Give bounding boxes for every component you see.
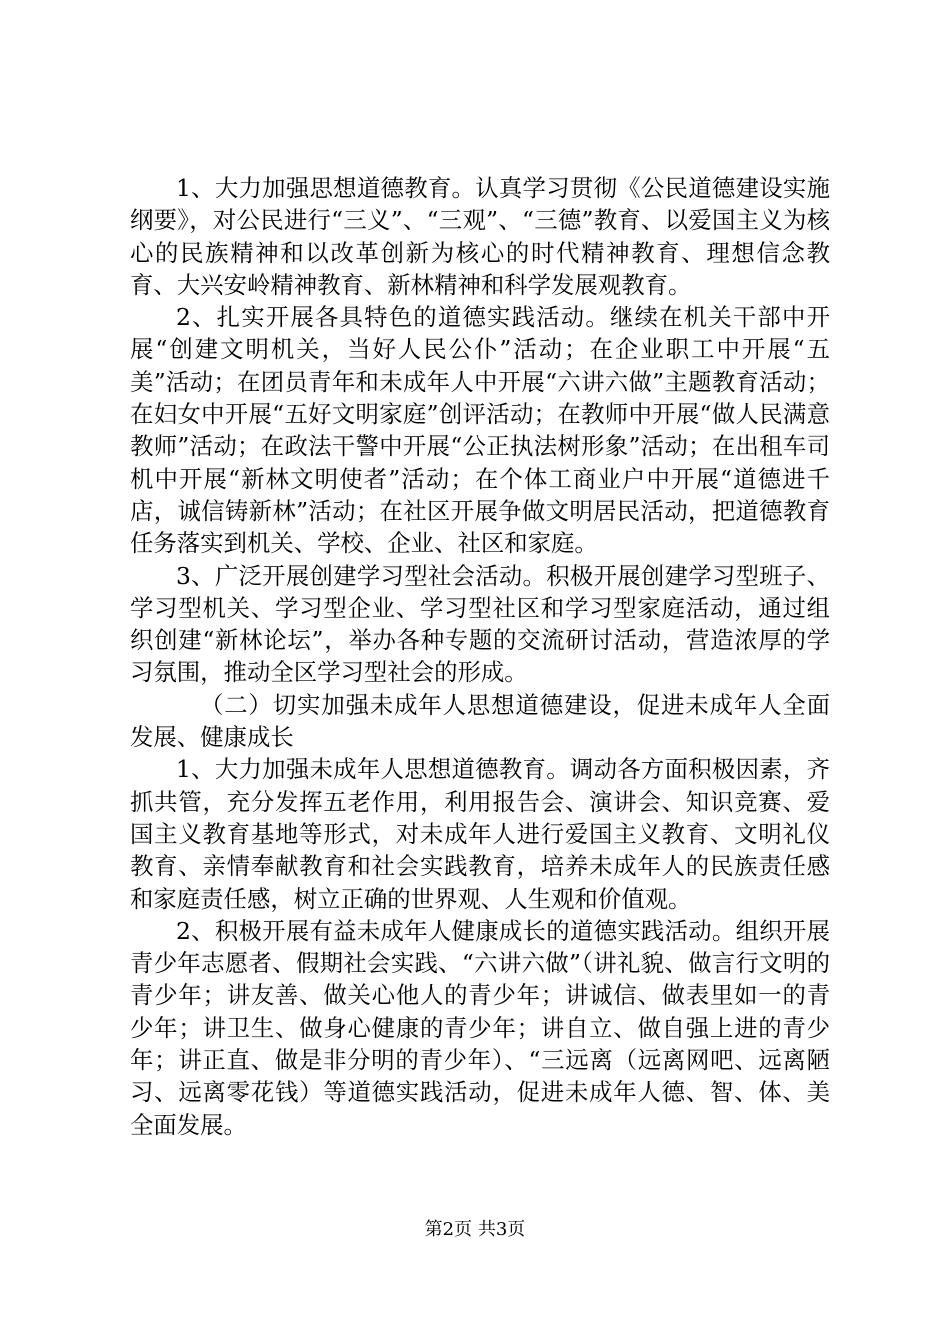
page-number-footer: 第2页 共3页: [424, 1219, 526, 1240]
paragraph-minors-practice: 2、积极开展有益未成年人健康成长的道德实践活动。组织开展青少年志愿者、假期社会实践、“六讲六做”（讲礼貌、做言行文明的青少年；讲友善、做关心他人的青少年；讲诚信、做表里如一的青少年；讲卫生、做身心健康的青少年；讲自立、做自强上进的青少年；讲正直、做是非分明的青少年）、“三远离（远离网吧、远离陋习、远离零花钱）等道德实践活动，促进未成年人德、智、体、美全面发展。: [130, 916, 830, 1139]
section-heading-minors: （二）切实加强未成年人思想道德建设，促进未成年人全面发展、健康成长: [130, 690, 830, 752]
paragraph-learning-society: 3、广泛开展创建学习型社会活动。积极开展创建学习型班子、学习型机关、学习型企业、学习型社区和学习型家庭活动，通过组织创建“新林论坛”，举办各种专题的交流研讨活动，营造浓厚的学习氛围，推动全区学习型社会的形成。: [130, 561, 830, 687]
paragraph-ideological-education: 1、大力加强思想道德教育。认真学习贯彻《公民道德建设实施纲要》，对公民进行“三义”、“三观”、“三德”教育、以爱国主义为核心的民族精神和以改革创新为核心的时代精神教育、理想信念教育、大兴安岭精神教育、新林精神和科学发展观教育。: [130, 174, 830, 299]
paragraph-moral-practice: 2、扎实开展各具特色的道德实践活动。继续在机关干部中开展“创建文明机关，当好人民公仆”活动；在企业职工中开展“五美”活动；在团员青年和未成年人中开展“六讲六做”主题教育活动；在妇女中开展“五好文明家庭”创评活动；在教师中开展“做人民满意教师”活动；在政法干警中开展“公正执法树形象”活动；在出租车司机中开展“新林文明使者”活动；在个体工商业户中开展“道德进千店，诚信铸新林”活动；在社区开展争做文明居民活动，把道德教育任务落实到机关、学校、企业、社区和家庭。: [130, 303, 830, 558]
paragraph-minors-education: 1、大力加强未成年人思想道德教育。调动各方面积极因素，齐抓共管，充分发挥五老作用，利用报告会、演讲会、知识竞赛、爱国主义教育基地等形式，对未成年人进行爱国主义教育、文明礼仪教育、亲情奉献教育和社会实践教育，培养未成年人的民族责任感和家庭责任感，树立正确的世界观、人生观和价值观。: [130, 755, 830, 913]
document-body: [130, 172, 830, 1141]
